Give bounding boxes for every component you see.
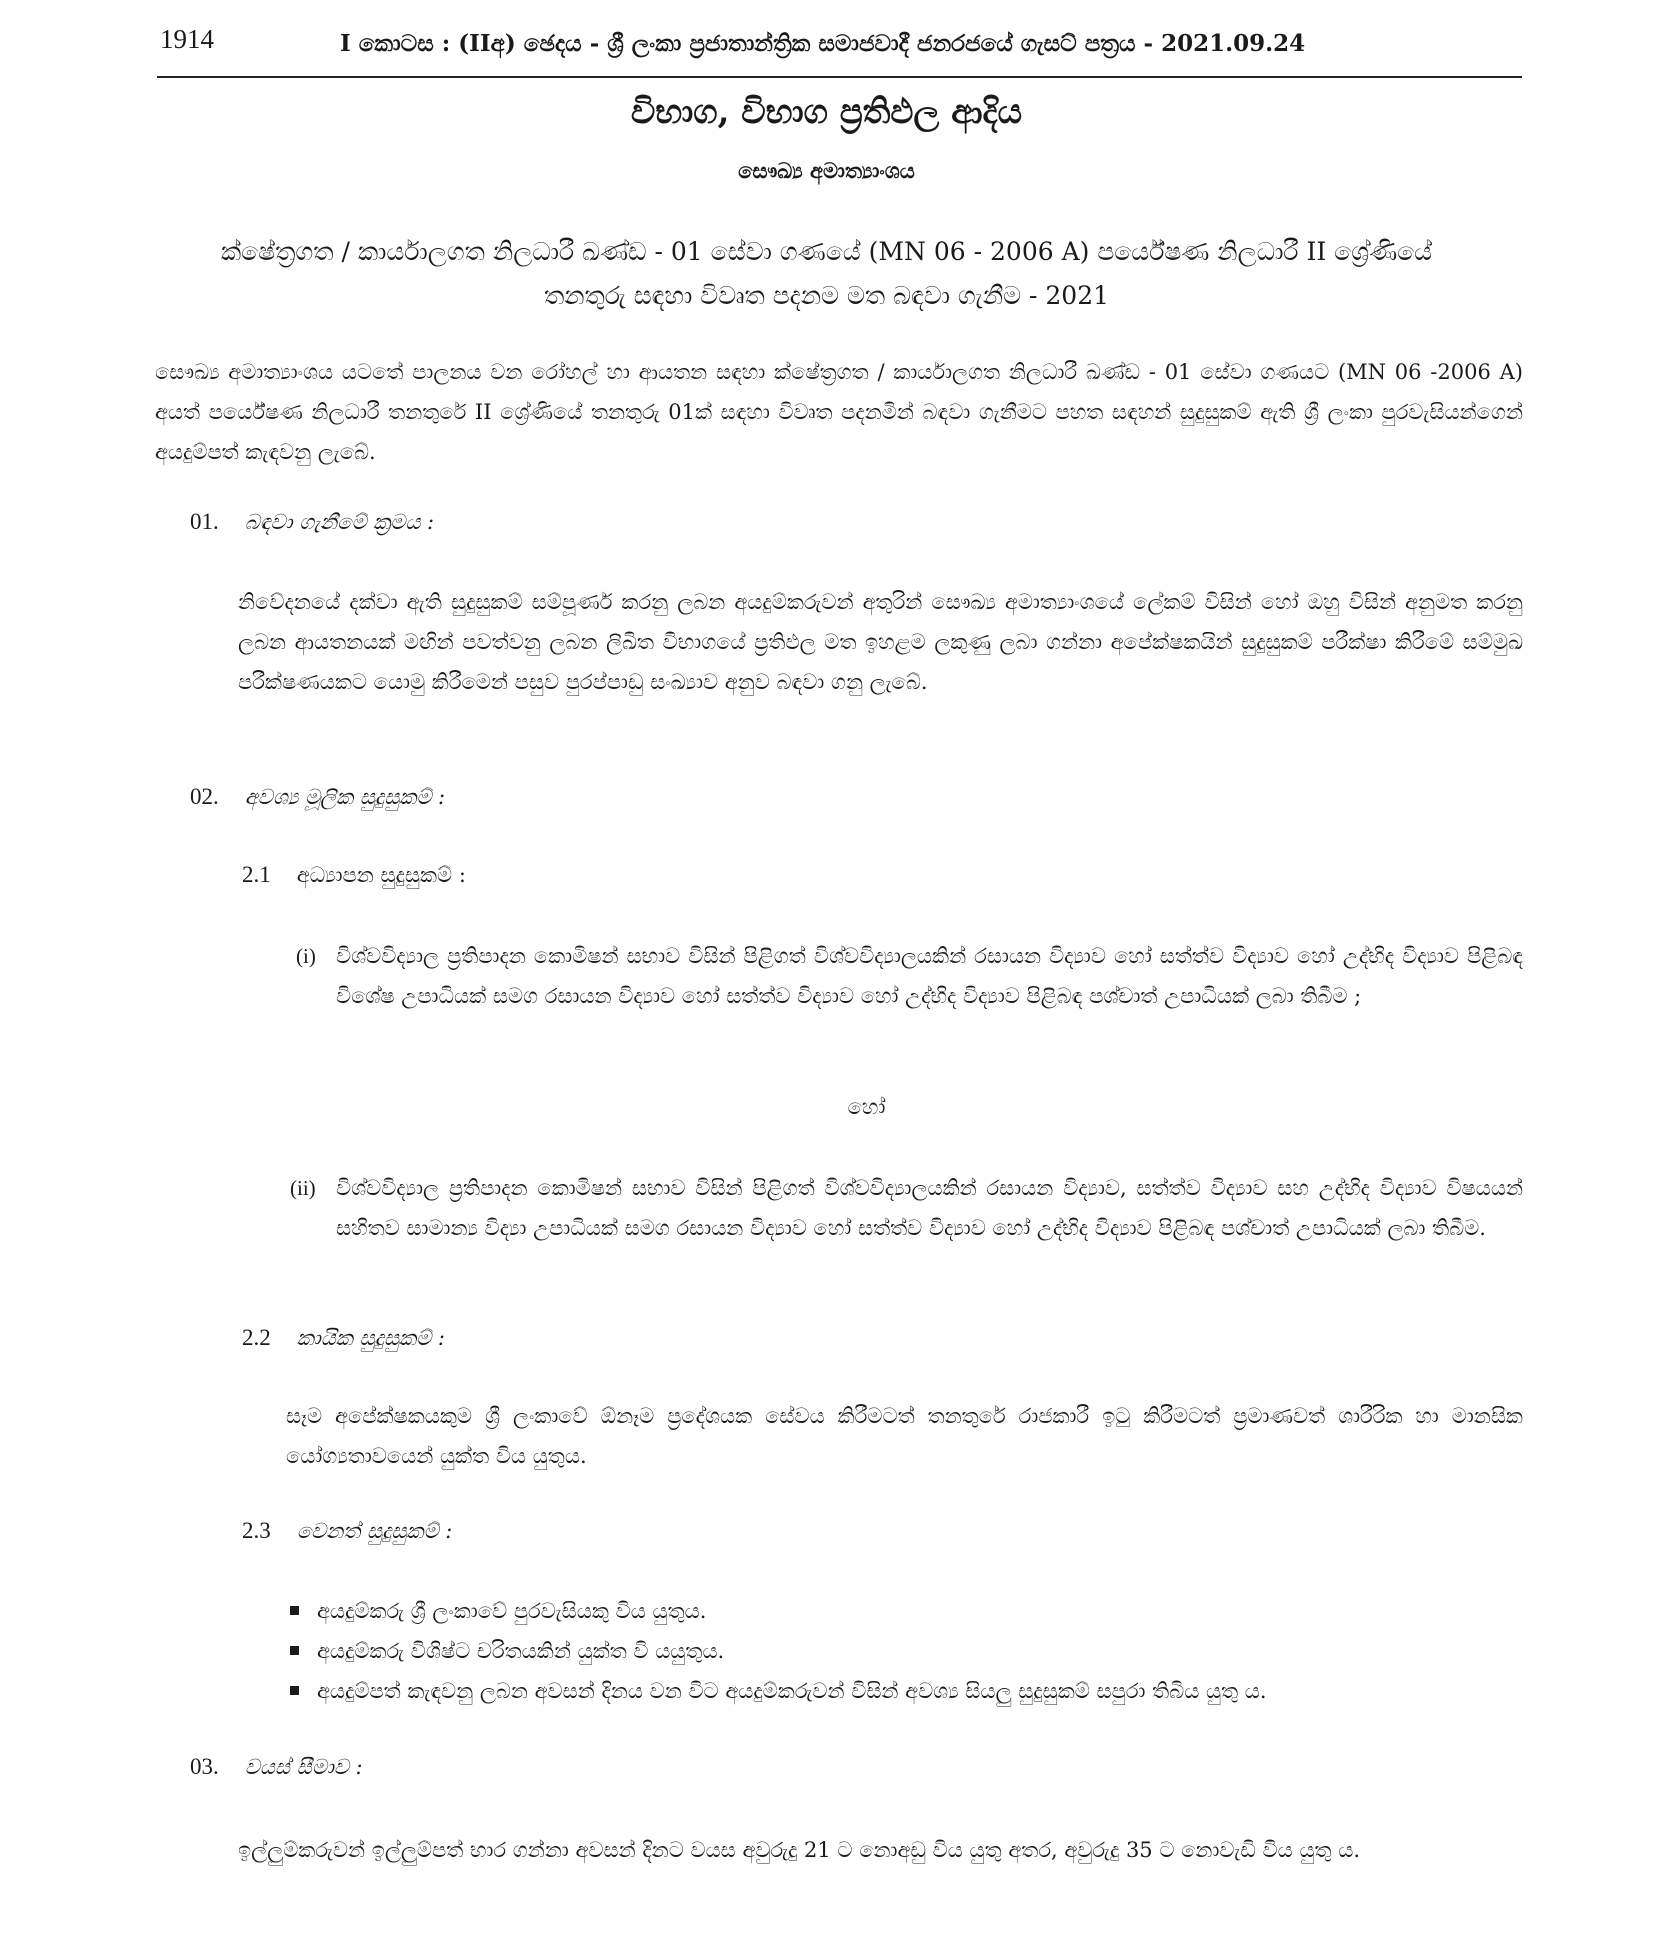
item-ii-text: විශ්වවිද්‍යාල ප්‍රතිපාදන කොමිෂන් සභාව විසින් පිළිගත් විශ්වවිද්‍යාලයකින් රසායන විද්‍යාව, සත්ත්ව විද්‍යාව සහ උද්භිද විද්‍යාව විෂයයන් සහිතව සාමාන්‍ය විද්‍යා උපාධියක් සමග රසායන විද්‍යාව හෝ සත්ත්ව විද්‍යාව හෝ උද්භිද විද්‍යාව පිළිබඳ පශ්චාත් උපාධියක් ලබා තිබීම. xyxy=(336,1176,1523,1240)
section-number: 02. xyxy=(190,784,219,809)
intro-paragraph: සෞඛ්‍ය අමාත්‍යාංශය යටතේ පාලනය වන රෝහල් හා ආයතන සඳහා ක්ෂේත්‍රගත / කාර්යාලගත නිලධාරී ඛණ්ඩ - 01 සේවා ගණයට (MN 06 -2006 A) අයත් පර්යේෂණ නිලධාරී තනතුරේ II ශ්‍රේණියේ තනතුරු 01ක් සඳහා විවෘත පදනමින් බඳවා ගැනීමට පහත සඳහන් සුදුසුකම් ඇති ශ්‍රී ලංකා පුරවැසියන්ගෙන් අයදුම්පත් කැඳවනු ලැබේ. xyxy=(155,360,1523,464)
ministry-name: සෞඛ්‍ය අමාත්‍යාංශය xyxy=(738,158,915,183)
list-item-text: අයදුම්කරු ශ්‍රී ලංකාවේ පුරවැසියකු විය යුතුය. xyxy=(317,1599,707,1623)
bullet-icon xyxy=(290,1646,299,1655)
list-item xyxy=(290,1676,1267,1706)
bullet-icon xyxy=(290,1606,299,1615)
list-item xyxy=(290,1596,706,1626)
subsection-heading-text: කායික සුදුසුකම් : xyxy=(296,1326,445,1350)
notice-title-line-1: ක්ෂේත්‍රගත / කාර්යාලගත නිලධාරී ඛණ්ඩ - 01 සේවා ගණයේ (MN 06 - 2006 A) පර්යේෂණ නිලධාරී II ශ්‍රේණියේ xyxy=(220,237,1433,266)
section-title: විභාග, විභාග ප්‍රතිඵල ආදිය xyxy=(630,92,1023,132)
section-02-heading xyxy=(190,782,445,812)
running-header: I කොටස : (IIඅ) ඡෙදය - ශ්‍රී ලංකා ප්‍රජාතාන්ත්‍රික සමාජවාදී ජනරජයේ ගැසට් පත්‍රය - 2021.09.24 xyxy=(340,30,1306,57)
subsection-2-3-heading xyxy=(242,1516,452,1546)
section-01-body: නිවේදනයේ දක්වා ඇති සුදුසුකම් සම්පූර්ණ කරනු ලබන අයදුම්කරුවන් අතුරින් සෞඛ්‍ය අමාත්‍යාංශයේ ලේකම් විසින් හෝ ඔහු විසින් අනුමත කරනු ලබන ආයතනයක් මඟින් පවත්වනු ලබන ලිඛිත විභාගයේ ප්‍රතිඵල මත ඉහළම ලකුණු ලබා ගන්නා අපේක්ෂකයින් සුදුසුකම් පරීක්ෂා කිරීමේ සම්මුඛ පරීක්ෂණයකට යොමු කිරීමෙන් පසුව පුරප්පාඩු සංඛ්‍යාව අනුව බඳවා ගනු ලැබේ. xyxy=(238,590,1523,694)
section-heading-text: වයස් සීමාව : xyxy=(244,1755,363,1779)
bullet-icon xyxy=(290,1686,299,1695)
or-separator: හෝ xyxy=(847,1095,886,1119)
subsection-2-1-heading xyxy=(242,860,466,890)
list-item-text: අයදුම්පත් කැඳවනු ලබන අවසන් දිනය වන විට අයදුම්කරුවන් විසින් අවශ්‍ය සියලු සුදුසුකම් සපුරා තිබිය යුතු ය. xyxy=(317,1679,1267,1703)
subsection-2-2-body: සෑම අපේක්ෂකයකුම ශ්‍රී ලංකාවේ ඕනෑම ප්‍රදේශයක සේවය කිරීමටත් තනතුරේ රාජකාරී ඉටු කිරීමටත් ප්‍රමාණවත් ශාරීරික හා මානසික යෝග්‍යතාවයෙන් යුක්ත විය යුතුය. xyxy=(286,1404,1523,1468)
section-heading-text: අවශ්‍ය මූලික සුදුසුකම් : xyxy=(244,785,446,809)
list-item-text: අයදුම්කරු විශිෂ්ට චරිතයකින් යුක්ත වි යයුතුය. xyxy=(317,1639,725,1663)
page-number: 1914 xyxy=(160,24,214,54)
list-item xyxy=(290,1636,724,1666)
subsection-2-2-heading xyxy=(242,1323,445,1353)
section-03-body: ඉල්ලුම්කරුවන් ඉල්ලුම්පත් භාර ගන්නා අවසන් දිනට වයස අවුරුදු 21 ට නොඅඩු විය යුතු අතර, අවුරුදු 35 ට නොවැඩි විය යුතු ය. xyxy=(238,1838,1361,1862)
section-03-heading xyxy=(190,1752,363,1782)
subsection-number: 2.1 xyxy=(242,862,271,887)
subsection-number: 2.2 xyxy=(242,1325,271,1350)
section-number: 01. xyxy=(190,509,219,534)
header-rule xyxy=(157,76,1522,78)
subsection-heading-text: අධ්‍යාපන සුදුසුකම් : xyxy=(296,863,466,887)
subsection-number: 2.3 xyxy=(242,1518,271,1543)
item-ii-label: (ii) xyxy=(290,1176,316,1200)
item-i-label: (i) xyxy=(296,944,316,968)
section-01-heading xyxy=(190,507,434,537)
section-heading-text: බඳවා ගැනීමේ ක්‍රමය : xyxy=(244,510,435,534)
section-number: 03. xyxy=(190,1754,219,1779)
item-i-text: විශ්වවිද්‍යාල ප්‍රතිපාදන කොමිෂන් සභාව විසින් පිළිගත් විශ්වවිද්‍යාලයකින් රසායන විද්‍යාව හෝ සත්ත්ව විද්‍යාව හෝ උද්භිද විද්‍යාව පිළිබඳ විශේෂ උපාධියක් සමග රසායන විද්‍යාව හෝ සත්ත්ව විද්‍යාව හෝ උද්භිද විද්‍යාව පිළිබඳ පශ්චාත් උපාධියක් ලබා තිබීම ; xyxy=(336,944,1523,1008)
subsection-heading-text: වෙනත් සුදුසුකම් : xyxy=(296,1519,453,1543)
notice-title xyxy=(130,230,1523,318)
notice-title-line-2: තනතුරු සඳහා විවෘත පදනම මත බඳවා ගැනීම - 2021 xyxy=(543,281,1110,310)
